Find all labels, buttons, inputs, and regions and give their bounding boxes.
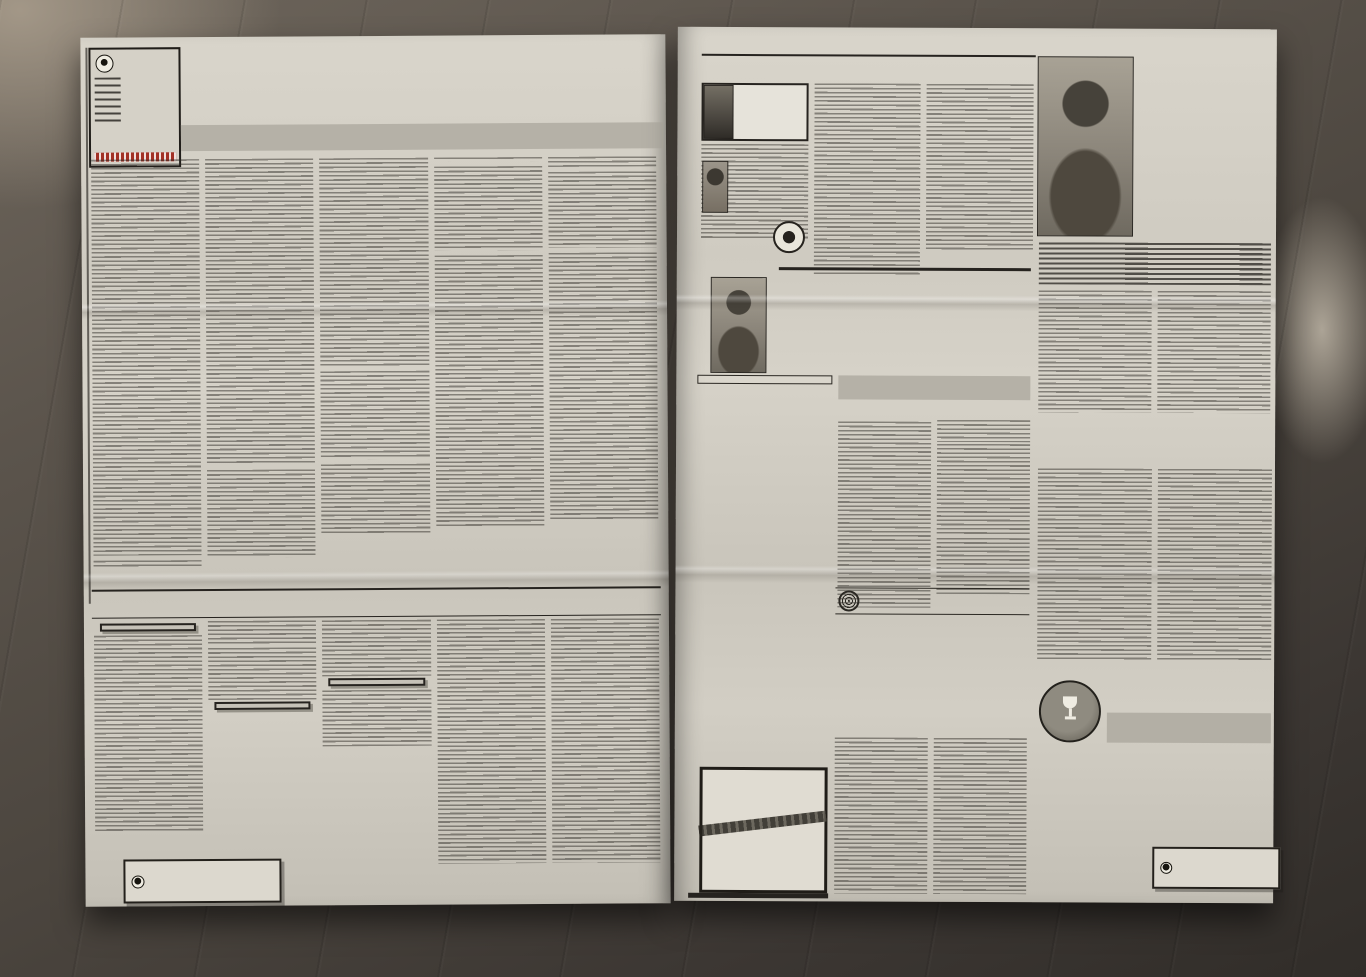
standings-table: [95, 732, 204, 833]
standings-label-b: [209, 713, 317, 714]
column-1: [91, 159, 202, 588]
article-text: [207, 469, 316, 558]
kyiv-logo-box: [701, 83, 808, 141]
interview-qa: [773, 311, 1031, 312]
cup-base: [1065, 716, 1076, 719]
newspaper-logo-right: [1152, 847, 1280, 890]
prognoz-body: [834, 737, 1027, 894]
newspaper-logo-left: [123, 859, 281, 904]
league-table-box: [697, 375, 832, 385]
forecasters-list: [834, 737, 928, 893]
club-crest-badge: [773, 221, 805, 253]
fixtures-text: [936, 538, 1029, 594]
article-text: [1157, 469, 1272, 661]
kyiv-report-columns: [701, 83, 1034, 276]
scorers-note-2: [698, 623, 827, 624]
championship-logo: [88, 47, 181, 168]
fixtures-text: [937, 420, 1030, 442]
article-text: [933, 738, 1027, 894]
column-2: [205, 158, 316, 587]
group-b-box: [215, 701, 311, 710]
article-text: [321, 371, 430, 460]
article-text: [548, 156, 656, 167]
radio-z-ad: [699, 767, 828, 894]
kyiv-city-image: [703, 85, 733, 139]
column-3: [319, 158, 430, 587]
article-text: [434, 255, 544, 528]
article-text: [94, 560, 202, 569]
article-text: [1038, 290, 1152, 412]
article-text: [434, 166, 543, 251]
headline-line: [1130, 97, 1264, 98]
article-text: [434, 157, 542, 162]
article-text: [1037, 468, 1152, 660]
article-text: [91, 159, 202, 556]
group-a-box: [100, 623, 196, 632]
league-table-rows: [700, 381, 829, 382]
article-text: [319, 158, 428, 367]
masthead-subtitle: [181, 122, 663, 151]
column-5b: [551, 618, 661, 863]
group-b-match: [209, 713, 317, 714]
column-b: [208, 620, 318, 865]
article-text: [208, 620, 316, 645]
practic-lines: [869, 601, 1026, 602]
report-column-3: [926, 84, 1034, 276]
article-text: [321, 464, 430, 535]
column-4b: [437, 619, 547, 864]
column-v: [322, 620, 432, 865]
article-text: [323, 690, 432, 747]
article-text: [548, 171, 657, 248]
radio-slogan-strip: [698, 811, 826, 837]
football-icon: [95, 55, 113, 73]
poglyad-body: [1038, 290, 1271, 413]
article-text: [205, 158, 315, 465]
article-text: [437, 619, 547, 864]
first-league-columns: [91, 156, 659, 587]
article-text: [94, 635, 203, 730]
second-league-banner: [92, 586, 661, 618]
second-league-columns: [94, 618, 660, 865]
headline-line: [1130, 97, 1264, 98]
bottom-rule: [688, 893, 828, 899]
nazarkevych-signature: [1105, 665, 1269, 666]
right-page: [674, 27, 1277, 904]
league-table-header: [700, 381, 829, 382]
scorers-title: [697, 499, 830, 500]
afisha-title: [838, 375, 1030, 400]
article-text: [548, 252, 658, 521]
prognoz-lead: [835, 671, 1027, 672]
poglyad-lead: [1039, 242, 1271, 285]
situation-body: [1037, 468, 1272, 661]
cup-stem: [1069, 708, 1072, 716]
fixtures-text: [937, 444, 1030, 536]
standings-b: [209, 713, 317, 714]
practic-ornament-icon: [838, 590, 859, 611]
practic-ad: [835, 587, 1029, 615]
headline-line: [1130, 97, 1264, 98]
football-icon: [1160, 862, 1172, 874]
attendance-title: [696, 635, 829, 636]
interview-intro: [773, 311, 1031, 312]
cup-bowl: [1063, 696, 1077, 708]
blyzniuk-photo: [1037, 56, 1134, 236]
fixtures-text: [837, 421, 931, 607]
practic-header: [838, 590, 1026, 612]
zhereb-lead: [1039, 748, 1269, 749]
column-4: [434, 157, 545, 586]
column-5: [548, 156, 659, 585]
article-text: [1157, 291, 1271, 413]
cup-icon: [1039, 680, 1101, 742]
korotkov-signature: [773, 311, 1031, 312]
final-headline: [1107, 713, 1258, 714]
orbu-photo: [710, 277, 766, 373]
group-v-box: [329, 678, 425, 687]
scorers-note-1: [698, 615, 827, 616]
pairs-column-1: [1038, 790, 1151, 886]
article-text: [322, 620, 431, 677]
article-text: [551, 618, 661, 863]
poglyad-headline: [1130, 97, 1276, 98]
left-page: [80, 34, 670, 907]
small-inline-photo: [702, 161, 728, 213]
speed-lines: [95, 78, 121, 124]
final-headline-bar: [1107, 713, 1271, 744]
report-column-2: [813, 83, 921, 275]
top-league-banner: [702, 51, 1036, 57]
football-icon: [131, 875, 144, 888]
scorers-list: [699, 515, 828, 516]
orbu-interview: [773, 311, 1031, 312]
bombers-list: [208, 647, 317, 700]
article-text: [926, 84, 1033, 250]
column-a: [94, 621, 204, 866]
attendance-table: [698, 649, 827, 650]
league-table-title: [700, 379, 829, 380]
practic-line-1: [869, 601, 1026, 602]
practic-line-2: [869, 601, 1026, 602]
